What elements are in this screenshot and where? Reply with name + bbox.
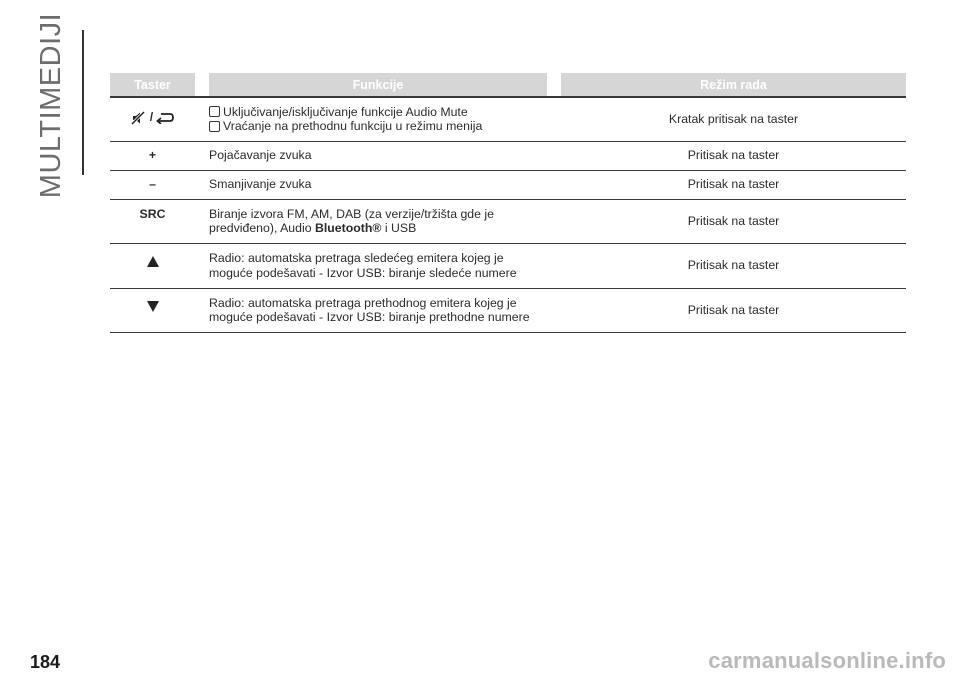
key-cell: + [148, 148, 157, 163]
key-cell [110, 288, 195, 332]
mode-cell: Pritisak na taster [687, 302, 780, 317]
table-row [110, 141, 906, 170]
bullet-icon [209, 121, 220, 132]
function-cell: Biranje izvora FM, AM, DAB (za verzije/tržišta gde je predviđeno), Audio Bluetooth® i USB [209, 206, 494, 235]
mode-cell: Kratak pritisak na taster [668, 112, 799, 126]
bullet-icon [209, 106, 220, 117]
table-row [110, 170, 906, 199]
function-cell: Uključivanje/isključivanje funkcije Audio Mute Vraćanje na prethodnu funkciju u režimu menija [209, 97, 547, 141]
watermark: carmanualsonline.info [708, 648, 946, 673]
function-cell: Smanjivanje zvuka [209, 177, 312, 192]
key-cell: – [149, 177, 156, 192]
table-row [110, 243, 906, 288]
page-number: 184 [30, 652, 61, 672]
table-row [110, 199, 906, 243]
table-row [110, 288, 906, 332]
function-cell: Radio: automatska pretraga prethodnog emitera kojeg je moguće podešavati - Izvor USB: biranje prethodne numere [209, 295, 530, 324]
mode-cell: Pritisak na taster [687, 148, 780, 163]
header-functions: Funkcije [209, 73, 547, 97]
mode-cell: Pritisak na taster [687, 213, 780, 228]
mute-icon [131, 111, 147, 125]
function-cell: Pojačavanje zvuka [209, 148, 312, 163]
key-separator: / [149, 110, 154, 125]
table-row [110, 97, 906, 141]
key-cell [110, 243, 195, 288]
mode-cell: Pritisak na taster [687, 258, 780, 273]
function-cell: Radio: automatska pretraga sledećeg emitera kojeg je moguće podešavati - Izvor USB: biranje sledeće numere [209, 251, 517, 280]
triangle-down-icon [147, 301, 159, 312]
table-header-row [110, 73, 906, 97]
key-cell [110, 97, 195, 141]
controls-table [110, 73, 906, 333]
section-title [30, 12, 74, 198]
triangle-up-icon [147, 256, 159, 267]
mode-cell: Pritisak na taster [687, 177, 780, 192]
section-title-text: MULTIMEDIJI [35, 12, 68, 198]
header-key: Taster [110, 73, 195, 97]
header-mode: Režim rada [561, 73, 906, 97]
key-cell: SRC [139, 206, 166, 221]
section-divider [82, 30, 84, 175]
back-icon [156, 112, 174, 124]
